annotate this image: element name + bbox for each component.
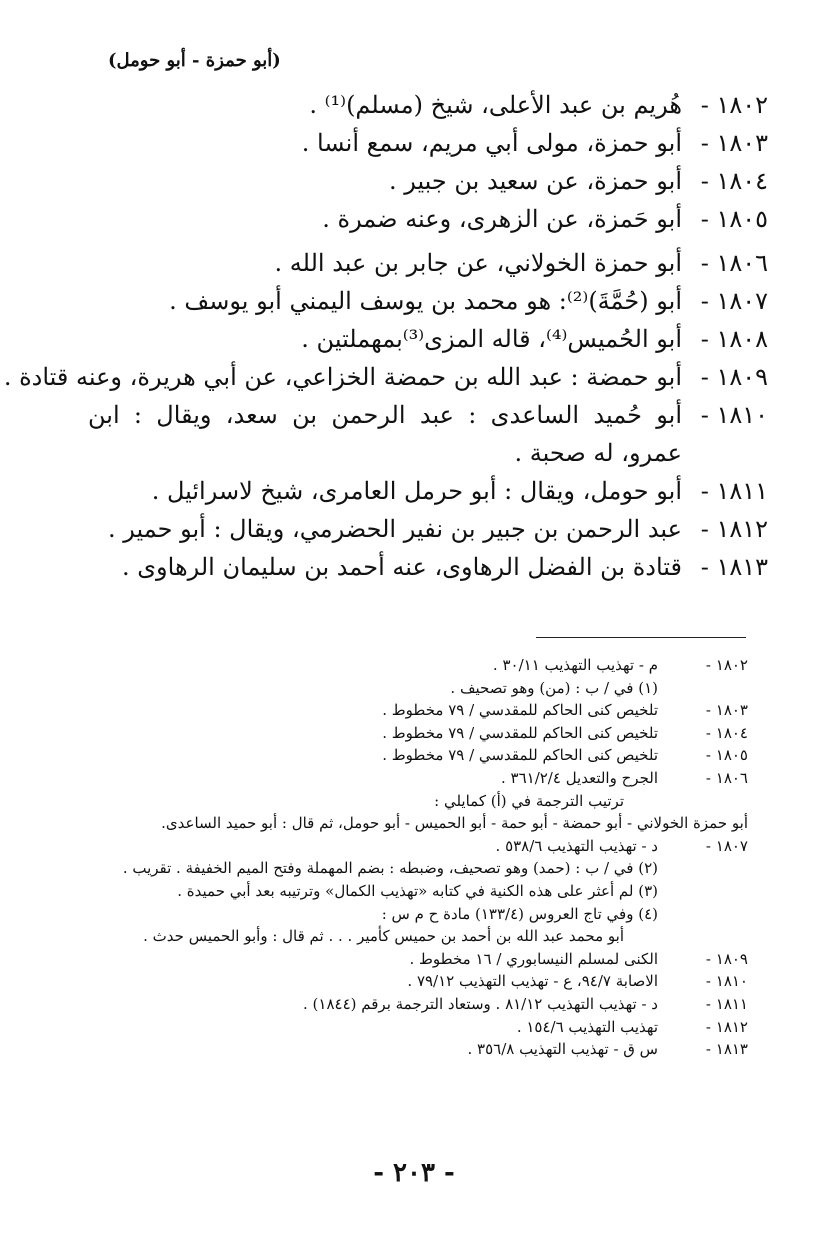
entry-number: ١٨٠٣ - — [700, 129, 768, 157]
footnote-text: الاصابة ٩٤/٧، ع - تهذيب التهذيب ٧٩/١٢ . — [407, 972, 658, 991]
entry-number: ١٨٠٤ - — [700, 167, 768, 195]
entry-1813 — [88, 548, 768, 586]
footnote-text: الجرح والتعديل ٣٦١/٢/٤ . — [500, 768, 658, 787]
footnote-entry-number: ١٨٠٩ - — [705, 949, 748, 968]
entry-number: ١٨٠٨ - — [700, 325, 768, 353]
entry-1810 — [88, 396, 768, 472]
footnote-text: تهذيب التهذيب ١٥٤/٦ . — [516, 1017, 658, 1036]
entry-number: ١٨١١ - — [700, 477, 768, 505]
entry-text: أبو حمزة، مولى أبي مريم، سمع أنسا . — [301, 129, 682, 157]
page-number: - ٢٠٣ - — [373, 1158, 455, 1188]
entry-1804 — [88, 162, 768, 200]
footnote-divider — [536, 637, 746, 638]
entry-1812 — [88, 510, 768, 548]
entry-1807 — [88, 282, 768, 320]
footnote-line — [88, 767, 748, 790]
footnote-line — [88, 677, 748, 700]
footnote-line — [88, 903, 748, 926]
footnote-text: د - تهذيب التهذيب ٥٣٨/٦ . — [495, 836, 658, 855]
entry-text: أبو حمزة، عن سعيد بن جبير . — [388, 167, 682, 195]
footnote-line — [88, 880, 748, 903]
footnote-entry-number: ١٨١٢ - — [705, 1017, 748, 1036]
footnote-line — [88, 970, 748, 993]
footnote-line — [88, 722, 748, 745]
entry-text: قتادة بن الفضل الرهاوى، عنه أحمد بن سليمان الرهاوى . — [122, 553, 682, 581]
entry-text: أبو (حُمَّةَ)⁽²⁾: هو محمد بن يوسف اليمني أبو يوسف . — [169, 287, 682, 315]
entry-number: ١٨٠٥ - — [700, 205, 768, 233]
entry-text: أبو الحُميس⁽⁴⁾، قاله المزى⁽³⁾بمهملتين . — [301, 325, 682, 353]
footnotes — [88, 654, 748, 1061]
entry-1808 — [88, 320, 768, 358]
entry-text: أبو حومل، ويقال : أبو حرمل العامرى، شيخ لاسرائيل . — [151, 477, 682, 505]
entry-number: ١٨٠٢ - — [700, 91, 768, 119]
footnote-text: (٣) لم أعثر على هذه الكنية في كتابه «تهذيب الكمال» وترتيبه بعد أبي حميدة . — [177, 881, 658, 900]
entry-1809 — [3, 358, 768, 396]
entry-number: ١٨٠٩ - — [700, 363, 768, 391]
entry-text: أبو حمضة : عبد الله بن حمضة الخزاعي، عن أبي هريرة، وعنه قتادة . — [3, 363, 682, 391]
footnote-entry-number — [658, 677, 748, 700]
footnote-entry-number: ١٨٠٥ - — [705, 746, 748, 765]
footnote-text: أبو حمزة الخولاني - أبو حمضة - أبو حمة - أبو الحميس - أبو حومل، ثم قال : أبو حميد الساعدى. — [161, 814, 748, 833]
footnote-text: م - تهذيب التهذيب ٣٠/١١ . — [492, 656, 658, 674]
entry-1802 — [88, 86, 768, 124]
footnote-line — [88, 857, 748, 880]
footnote-entry-number — [658, 903, 748, 926]
entry-text: أبو حمزة الخولاني، عن جابر بن عبد الله . — [274, 249, 682, 277]
footnote-entry-number: ١٨٠٧ - — [705, 836, 748, 855]
footnote-entry-number: ١٨٠٦ - — [705, 768, 748, 787]
footnote-entry-number: ١٨٠٤ - — [705, 723, 748, 742]
entry-number: ١٨٠٧ - — [700, 287, 768, 315]
footnote-line — [88, 925, 748, 948]
entry-number: ١٨١٣ - — [700, 553, 768, 581]
entry-1803 — [88, 124, 768, 162]
footnote-text: ترتيب الترجمة في (أ) كمايلي : — [434, 791, 624, 810]
footnote-text: الكنى لمسلم النيسابوري / ١٦ مخطوط . — [409, 949, 658, 968]
footnote-text: تلخيص كنى الحاكم للمقدسي / ٧٩ مخطوط . — [382, 701, 658, 720]
footnote-text: س ق - تهذيب التهذيب ٣٥٦/٨ . — [467, 1040, 658, 1059]
footnote-entry-number — [658, 925, 748, 948]
footnote-line — [88, 1016, 748, 1039]
footnote-entry-number: ١٨٠٣ - — [705, 701, 748, 720]
entry-1805 — [88, 200, 768, 238]
footnote-text: (١) في / ب : (من) وهو تصحيف . — [450, 678, 658, 697]
footnote-line — [88, 654, 748, 677]
footnote-line — [88, 812, 748, 835]
footnote-line — [88, 699, 748, 722]
footnote-text: تلخيص كنى الحاكم للمقدسي / ٧٩ مخطوط . — [382, 723, 658, 742]
entry-number: ١٨٠٦ - — [700, 249, 768, 277]
entry-number: ١٨١٢ - — [700, 515, 768, 543]
footnote-text: (٢) في / ب : (حمد) وهو تصحيف، وضبطه : بضم المهملة وفتح الميم الخفيفة . تقريب . — [122, 859, 658, 878]
footnote-line — [88, 790, 748, 813]
running-header: (أبو حمزة - أبو حومل) — [108, 50, 281, 71]
footnote-entry-number — [658, 880, 748, 903]
footnote-entry-number — [658, 857, 748, 880]
footnote-line — [88, 744, 748, 767]
footnote-line — [88, 835, 748, 858]
footnote-entry-number — [658, 790, 748, 813]
footnote-entry-number: ١٨٠٢ - — [705, 656, 748, 674]
entry-1806 — [88, 244, 768, 282]
footnote-text: (٤) وفي تاج العروس (١٣٣/٤) مادة ح م س : — [381, 904, 658, 923]
footnote-entry-number: ١٨١٠ - — [705, 972, 748, 991]
entry-list — [3, 86, 768, 586]
footnote-line — [88, 1038, 748, 1061]
footnote-line — [88, 948, 748, 971]
footnote-line — [88, 993, 748, 1016]
entry-text: عبد الرحمن بن جبير بن نفير الحضرمي، ويقال : أبو حمير . — [108, 515, 682, 543]
footnote-text: د - تهذيب التهذيب ٨١/١٢ . وستعاد الترجمة برقم (١٨٤٤) . — [303, 994, 658, 1013]
footnote-entry-number: ١٨١٣ - — [705, 1040, 748, 1059]
entry-1811 — [88, 472, 768, 510]
footnote-text: أبو محمد عبد الله بن أحمد بن حميس كأمير . . . ثم قال : وأبو الحميس حدث . — [143, 927, 624, 946]
footnote-entry-number: ١٨١١ - — [705, 994, 748, 1013]
entry-text: أبو حُميد الساعدى : عبد الرحمن بن سعد، ويقال : ابن عمرو، له صحبة . — [88, 401, 682, 467]
entry-text: أبو حَمزة، عن الزهرى، وعنه ضمرة . — [322, 205, 682, 233]
entry-number: ١٨١٠ - — [700, 401, 768, 429]
entry-text: هُريم بن عبد الأعلى، شيخ (مسلم)⁽¹⁾ . — [309, 91, 682, 119]
footnote-text: تلخيص كنى الحاكم للمقدسي / ٧٩ مخطوط . — [382, 746, 658, 765]
